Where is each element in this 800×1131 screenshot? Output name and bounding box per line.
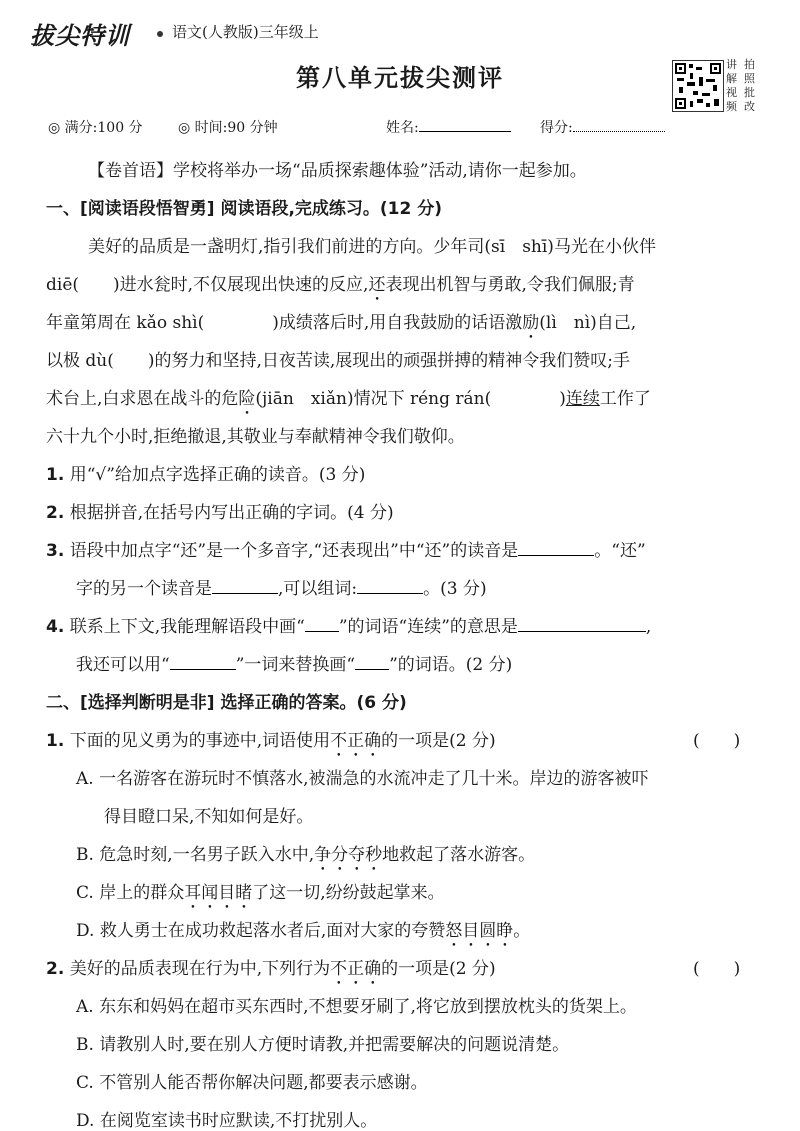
answer-blank[interactable]	[518, 541, 594, 556]
answer-blank[interactable]	[212, 579, 278, 594]
passage-line-1: 美好的品质是一盏明灯,指引我们前进的方向。少年司(sī shī)马光在小伙伴	[88, 237, 656, 257]
question-2-2: 2. 美好的品质表现在行为中,下列行为不正确的一项是(2 分)	[46, 959, 496, 979]
question-1-3-cont: 字的另一个读音是 ,可以组词: 。(3 分)	[76, 579, 487, 599]
option-2-1-a[interactable]: A. 一名游客在游玩时不慎落水,被湍急的水流冲走了几十米。岸边的游客被吓	[76, 769, 649, 789]
underlined-word: 连续	[565, 389, 600, 409]
question-1-1: 1. 用“√”给加点字选择正确的读音。(3 分)	[46, 465, 366, 485]
emphasized-char: 险	[238, 389, 256, 409]
option-2-2-a[interactable]: A. 东东和妈妈在超市买东西时,不想要牙刷了,将它放到摆放枕头的货架上。	[76, 997, 637, 1017]
answer-blank[interactable]	[518, 617, 646, 632]
section1-heading: 一、[阅读语段悟智勇] 阅读语段,完成练习。(12 分)	[46, 199, 443, 219]
full-score: ◎ 满分:100 分	[48, 120, 143, 136]
option-2-1-b[interactable]: B. 危急时刻,一名男子跃入水中,争分夺秒地救起了落水游客。	[76, 845, 536, 865]
page-title: 第八单元拔尖测评	[296, 64, 504, 92]
emphasized-char: 励	[522, 313, 540, 333]
answer-paren[interactable]: ( )	[693, 959, 741, 979]
question-1-4-cont: 我还可以用“ ”一词来替换画“ ”的词语。(2 分)	[76, 655, 513, 675]
passage-line-4: 以极 dù( )的努力和坚持,日夜苦读,展现出的顽强拼搏的精神令我们赞叹;手	[46, 351, 631, 371]
question-2-1: 1. 下面的见义勇为的事迹中,词语使用不正确的一项是(2 分)	[46, 731, 496, 751]
brand-logo: 拔尖特训	[30, 22, 130, 50]
option-2-2-c[interactable]: C. 不管别人能否帮你解决问题,都要表示感谢。	[76, 1073, 428, 1093]
page-header	[0, 0, 800, 136]
passage-line-3: 年童第周在 kǎo shì( )成绩落后时,用自我鼓励的话语激励(lì nì)自己,	[46, 313, 637, 333]
option-2-1-a-cont: 得目瞪口呆,不知如何是好。	[104, 807, 314, 827]
time-limit: ◎ 时间:90 分钟	[178, 120, 278, 136]
answer-blank[interactable]	[170, 655, 236, 670]
intro-text: 【卷首语】学校将举办一场“品质探索趣体验”活动,请你一起参加。	[88, 161, 587, 181]
option-2-2-b[interactable]: B. 请教别人时,要在别人方便时请教,并把需要解决的问题说清楚。	[76, 1035, 570, 1055]
answer-blank[interactable]	[357, 579, 423, 594]
score-field[interactable]: 得分:	[540, 117, 665, 137]
separator-dot	[157, 31, 163, 37]
qr-caption: 讲 拍 解 照 视 批 频 改	[726, 58, 755, 113]
section2-heading: 二、[选择判断明是非] 选择正确的答案。(6 分)	[46, 693, 407, 713]
passage-line-6: 六十九个小时,拒绝撤退,其敬业与奉献精神令我们敬仰。	[46, 427, 465, 447]
answer-paren[interactable]: ( )	[693, 731, 741, 751]
question-1-2: 2. 根据拼音,在括号内写出正确的字词。(4 分)	[46, 503, 394, 523]
passage-line-5: 术台上,白求恩在战斗的危险(jiān xiǎn)情况下 réng rán( )连续工作了	[46, 389, 651, 409]
name-field[interactable]: 姓名:	[386, 117, 511, 137]
option-2-1-c[interactable]: C. 岸上的群众耳闻目睹了这一切,纷纷鼓起掌来。	[76, 883, 445, 903]
option-2-1-d[interactable]: D. 救人勇士在成功救起落水者后,面对大家的夸赞怒目圆睁。	[76, 921, 531, 941]
question-1-3: 3. 语段中加点字“还”是一个多音字,“还表现出”中“还”的读音是 。“还”	[46, 541, 646, 561]
emphasized-char: 还	[368, 275, 386, 295]
question-1-4: 4. 联系上下文,我能理解语段中画“ ”的词语“连续”的意思是 ,	[46, 617, 652, 637]
option-2-2-d[interactable]: D. 在阅览室读书时应默读,不打扰别人。	[76, 1111, 378, 1131]
qr-code-icon[interactable]	[672, 60, 724, 112]
subject-label: 语文(人教版)三年级上	[172, 23, 319, 41]
passage-line-2: diē( )进水瓮时,不仅展现出快速的反应,还表现出机智与勇敢,令我们佩服;青	[46, 275, 635, 295]
